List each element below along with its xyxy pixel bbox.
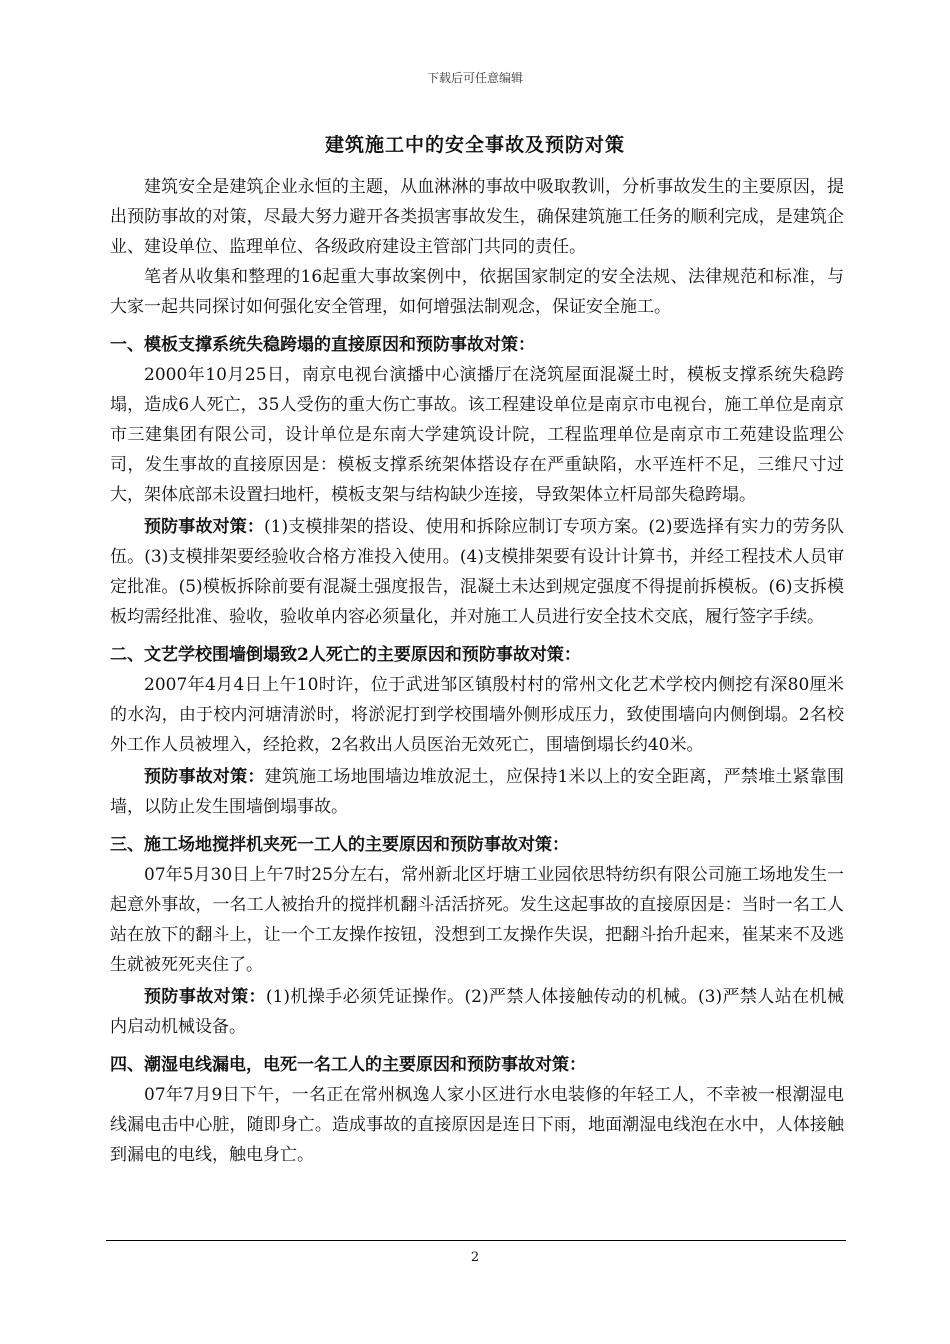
document-title: 建筑施工中的安全事故及预防对策	[324, 134, 625, 156]
header-note: 下载后可任意编辑	[426, 71, 523, 85]
section-heading: 三、施工场地搅拌机夹死一工人的主要原因和预防事故对策：	[110, 835, 569, 855]
prevention-measures	[110, 982, 844, 1042]
section-body: 07年7月9日下午，一名正在常州枫逸人家小区进行水电装修的年轻工人，不幸被一根潮湿电线漏电击中心脏，随即身亡。造成事故的直接原因是连日下雨，地面潮湿电线泡在水中，人体接触到漏电的电线，触电身亡。	[110, 1085, 844, 1165]
prevention-text: (1)机操手必须凭证操作。(2)严禁人体接触传动的机械。(3)严禁人站在机械内启动机械设备。	[110, 987, 844, 1037]
footer-divider	[106, 1240, 846, 1241]
section-body: 07年5月30日上午7时25分左右，常州新北区圩塘工业园依思特纺织有限公司施工场地发生一起意外事故，一名工人被抬升的搅拌机翻斗活活挤死。发生这起事故的直接原因是：当时一名工人站在放下的翻斗上，让一个工友操作按钮，没想到工友操作失误，把翻斗抬升起来，崔某来不及逃生就被死死夹住了。	[110, 865, 844, 975]
prevention-label: 预防事故对策：	[144, 767, 265, 787]
section-body: 2007年4月4日上午10时许，位于武进邹区镇殷村村的常州文化艺术学校内侧挖有深80厘米的水沟，由于校内河塘清淤时，将淤泥打到学校围墙外侧形成压力，致使围墙向内侧倒塌。2名校外工作人员被埋入，经抢救，2名救出人员医治无效死亡，围墙倒塌长约40米。	[110, 675, 844, 755]
prevention-text: (1)支模排架的搭设、使用和拆除应制订专项方案。(2)要选择有实力的劳务队伍。(3)支模排架要经验收合格方准投入使用。(4)支模排架要有设计计算书，并经工程技术人员审定批准。(5)模板拆除前要有混凝土强度报告，混凝土未达到规定强度不得提前拆模板。(6)支拆模板均需经批准、验收，验收单内容必须量化，并对施工人员进行安全技术交底，履行签字手续。	[110, 517, 844, 627]
section-heading: 二、文艺学校围墙倒塌致2人死亡的主要原因和预防事故对策：	[110, 645, 581, 665]
prevention-text: 建筑施工场地围墙边堆放泥土，应保持1米以上的安全距离，严禁堆土紧靠围墙，以防止发生围墙倒塌事故。	[110, 767, 844, 817]
section-body: 2000年10月25日，南京电视台演播中心演播厅在浇筑屋面混凝土时，模板支撑系统失稳跨塌，造成6人死亡，35人受伤的重大伤亡事故。该工程建设单位是南京市电视台，施工单位是南京市三建集团有限公司，设计单位是东南大学建筑设计院，工程监理单位是南京市工苑建设监理公司，发生事故的直接原因是：模板支撑系统架体搭设存在严重缺陷，水平连杆不足，三维尺寸过大，架体底部未设置扫地杆，模板支架与结构缺少连接，导致架体立杆局部失稳跨塌。	[110, 365, 844, 505]
section-heading: 四、潮湿电线漏电，电死一名工人的主要原因和预防事故对策：	[110, 1055, 586, 1075]
page-number: 2	[470, 1250, 480, 1265]
document-body	[110, 172, 844, 1170]
intro-paragraph: 笔者从收集和整理的16起重大事故案例中，依据国家制定的安全法规、法律规范和标准，与大家一起共同探讨如何强化安全管理，如何增强法制观念，保证安全施工。	[110, 267, 844, 317]
section-heading: 一、模板支撑系统失稳跨塌的直接原因和预防事故对策：	[110, 335, 535, 355]
prevention-label: 预防事故对策：	[144, 987, 266, 1007]
intro-paragraph: 建筑安全是建筑企业永恒的主题，从血淋淋的事故中吸取教训，分析事故发生的主要原因，提出预防事故的对策，尽最大努力避开各类损害事故发生，确保建筑施工任务的顺利完成，是建筑企业、建设单位、监理单位、各级政府建设主管部门共同的责任。	[110, 177, 844, 257]
prevention-label: 预防事故对策：	[144, 517, 265, 537]
prevention-measures	[110, 512, 844, 632]
prevention-measures	[110, 762, 844, 822]
